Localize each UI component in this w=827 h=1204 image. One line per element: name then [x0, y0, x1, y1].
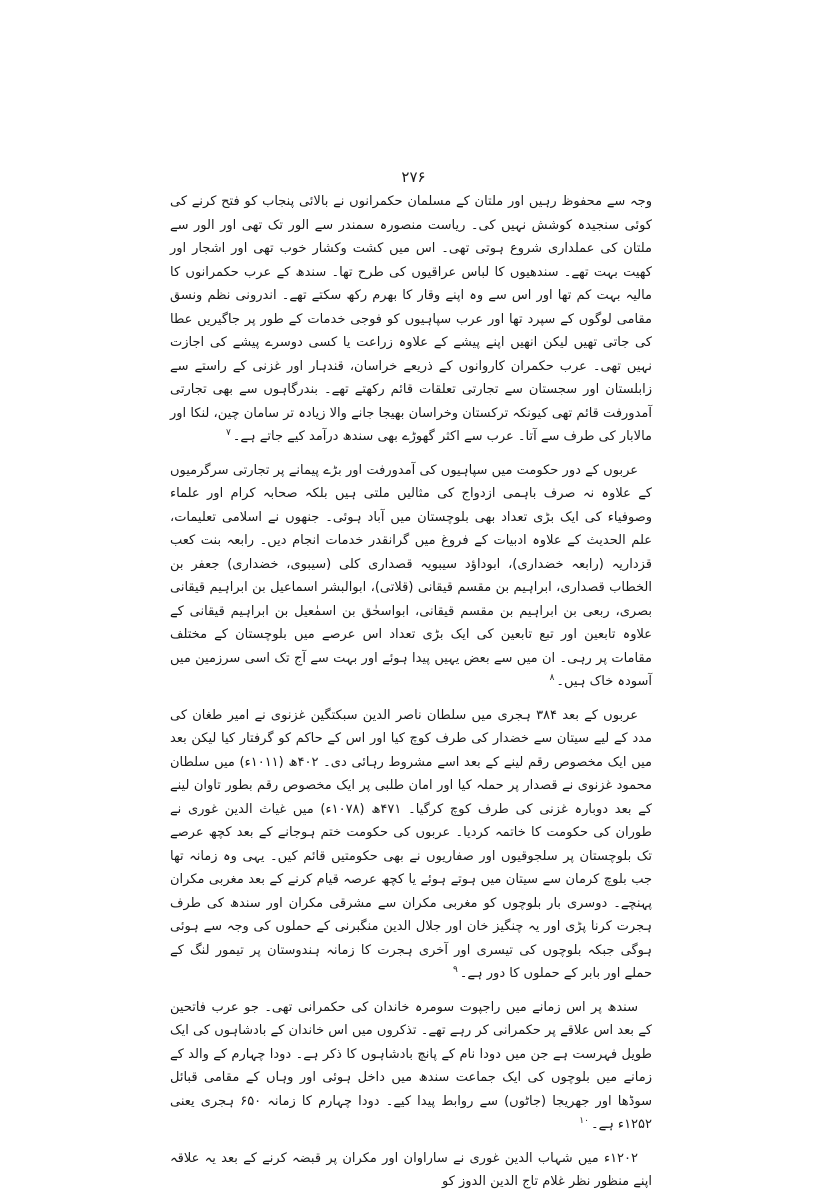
paragraph-3 — [170, 704, 652, 986]
paragraph-5 — [170, 1147, 652, 1194]
paragraph-4 — [170, 996, 652, 1137]
paragraph-1 — [170, 190, 652, 449]
footnote-marker: ۱۰ — [579, 1115, 589, 1126]
paragraph-text: سندھ پر اس زمانے میں راجپوت سومرہ خاندان کی حکمرانی تھی۔ جو عرب فاتحین کے بعد اس علاقے پر حکمرانی کر رہے تھے۔ تذکروں میں اس خاندان کے بادشاہوں کی ایک طویل فہرست ہے جن میں دودا نام کے پانچ بادشاہوں کا ذکر ہے۔ دودا چہارم کے والد کے زمانے میں بلوچوں کی ایک جماعت سندھ میں داخل ہوئی اور وہاں کے مقامی قبائل سوڈھا اور جھریجا (جاٹوں) سے روابط پیدا کیے۔ دودا چہارم کا زمانہ ۶۵۰ ہجری یعنی ۱۲۵۲ء ہے۔ — [170, 999, 652, 1132]
paragraph-text: عربوں کے دور حکومت میں سپاہیوں کی آمدورفت اور بڑے پیمانے پر تجارتی سرگرمیوں کے علاوہ نہ صرف باہمی ازدواج کی مثالیں ملتی ہیں بلکہ صحابہ کرام اور علماء وصوفیاء کی ایک بڑی تعداد بھی بلوچستان میں آباد ہوئی۔ جنھوں نے اسلامی تعلیمات، علم الحدیث کے علاوہ ادبیات کے فروغ میں گرانقدر خدمات انجام دیں۔ رابعہ بنت کعب قزداریہ (رابعہ خضداری)، ابوداؤد سیبویہ قصداری کلی (سیبوی، خضداری) جعفر بن الخطاب قصداری، ابراہیم بن مقسم قیقانی (قلاتی)، ابوالبشر اسماعیل بن ابراہیم قیقانی بصری، ربعی بن ابراہیم بن مقسم قیقانی، ابواسحٰق بن اسمٰعیل بن ابراہیم قیقانی کے علاوہ تابعین اور تبع تابعین کی ایک بڑی تعداد اس عرصے میں بلوچستان کے مختلف مقامات پر رہی۔ ان میں سے بعض یہیں پیدا ہوئے اور بہت سے آج تک اسی سرزمین میں آسودہ خاک ہیں۔ — [170, 462, 652, 689]
footnote-marker: ۷ — [225, 427, 231, 438]
paragraph-2 — [170, 459, 652, 694]
paragraph-text: عربوں کے بعد ۳۸۴ ہجری میں سلطان ناصر الدین سبکتگین غزنوی نے امیر طغان کی مدد کے لیے سیتان سے خضدار کی طرف کوچ کیا اور اس کے حاکم کو گرفتار کیا لیکن بعد میں ایک مخصوص رقم لینے کے بعد اسے مشروط رہائی دی۔ ۴۰۲ھ (۱۰۱۱ء) میں سلطان محمود غزنوی نے قصدار پر حملہ کیا اور امان طلبی پر ایک مخصوص رقم بطور تاوان لینے کے بعد دوبارہ غزنی کی طرف کوچ کرگیا۔ ۴۷۱ھ (۱۰۷۸ء) میں غیاث الدین غوری نے طوران کی حکومت کا خاتمہ کردیا۔ عربوں کی حکومت ختم ہوجانے کے بعد کچھ عرصے تک بلوچستان پر سلجوقیوں اور صفاریوں نے بھی حکومتیں قائم کیں۔ یہی وہ زمانہ تھا جب بلوچ کرمان سے سیتان میں ہوتے ہوئے یا کچھ عرصہ قیام کرنے کے بعد مغربی مکران پہنچے۔ دوسری بار بلوچوں کو مغربی مکران سے مشرقی مکران اور سندھ کی طرف ہجرت کرنا پڑی اور یہ چنگیز خان اور جلال الدین منگبرنی کے حملوں کی وجہ سے ہوئی ہوگی جبکہ بلوچوں کی تیسری اور آخری ہجرت کا زمانہ ہندوستان پر تیمور لنگ کے حملے اور بابر کے حملوں کا دور ہے۔ — [170, 707, 652, 981]
page-body — [170, 190, 652, 1204]
footnote-marker: ۸ — [549, 672, 555, 683]
page-number: ۲۷۶ — [401, 168, 426, 186]
footnote-marker: ۹ — [452, 964, 458, 975]
paragraph-text: وجہ سے محفوظ رہیں اور ملتان کے مسلمان حکمرانوں نے بالائی پنجاب کو فتح کرنے کی کوئی سنجیدہ کوشش نہیں کی۔ ریاست منصورہ سمندر سے الور تک تھی اور الور سے ملتان کی عملداری شروع ہوتی تھی۔ اس میں کشت وکشار خوب تھی اور اشجار اور کھیت بہت تھے۔ سندھیوں کا لباس عراقیوں کی طرح تھا۔ سندھ کے عرب حکمرانوں کا مالیہ بہت کم تھا اور اس سے وہ اپنے وقار کا بھرم رکھ سکتے تھے۔ اندرونی نظم ونسق مقامی لوگوں کے سپرد تھا اور عرب سپاہیوں کو فوجی خدمات کے طور پر جاگیریں عطا کی جاتی تھیں لیکن انھیں اپنے پیشے کے علاوہ زراعت یا کسی دوسرے پیشے کی اجازت نہیں تھی۔ عرب حکمران کاروانوں کے ذریعے خراسان، قندہار اور غزنی کے راستے سے زابلستان اور سجستان سے تجارتی تعلقات قائم رکھتے تھے۔ بندرگاہوں سے بھی تجارتی آمدورفت قائم تھی کیونکہ ترکستان وخراسان بھیجا جانے والا زیادہ تر سامان چین، لنکا اور مالابار کی طرف سے آتا۔ عرب سے اکثر گھوڑے بھی سندھ درآمد کیے جاتے ہے۔ — [170, 194, 652, 444]
paragraph-text: ۱۲۰۲ء میں شہاب الدین غوری نے ساراوان اور مکران پر قبضہ کرنے کے بعد یہ علاقہ اپنے منظور نظر غلام تاج الدین الدوز کو — [170, 1150, 652, 1189]
